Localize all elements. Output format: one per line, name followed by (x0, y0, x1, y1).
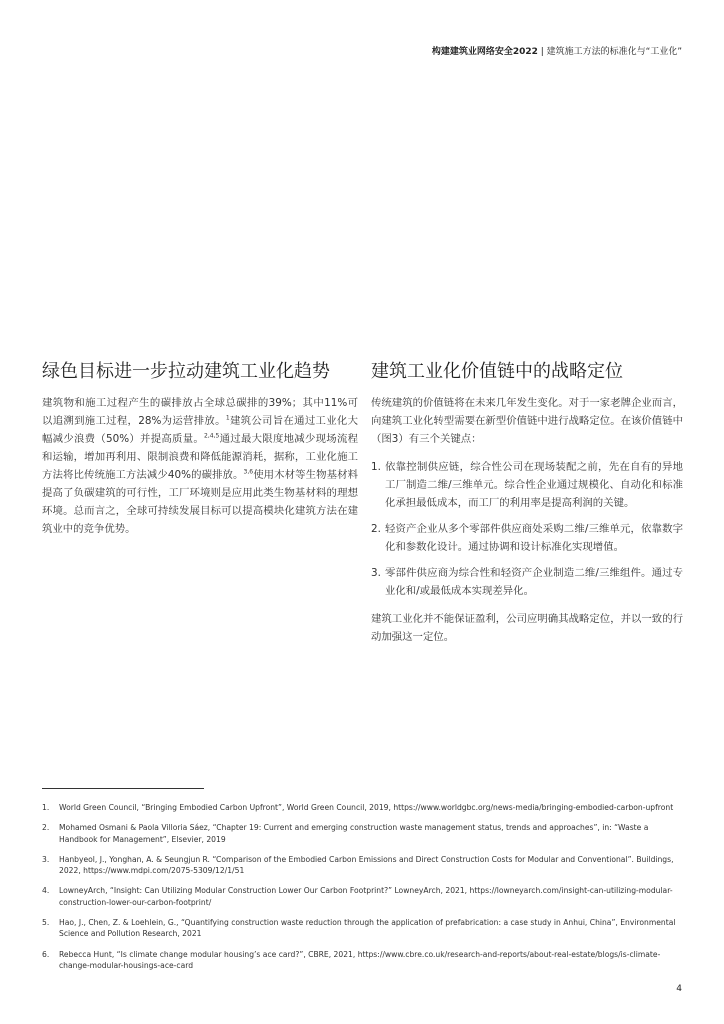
left-body-paragraph (42, 394, 358, 538)
footnote-divider (42, 788, 204, 789)
footnote-number: 3. (42, 854, 50, 864)
header-section-title: 建筑施工方法的标准化与“工业化” (546, 47, 682, 57)
footnote-text: Hao, J., Chen, Z. & Loehlein, G., “Quantifying construction waste reduction through the application of prefabrication: a case study in Anhui, China”, Environmental Science and Pollution Research, 2021 (59, 918, 676, 939)
body-text-b: 建筑公司旨在通过工业化大幅减少浪费（50%）并提高质量。 (42, 415, 358, 445)
left-column (42, 360, 358, 538)
footnote-ref: 2,4,5 (204, 432, 220, 440)
footnote-item (42, 917, 682, 940)
footnote-number: 6. (42, 949, 50, 959)
list-item-text: 零部件供应商为综合性和轻资产企业制造二维/三维组件。通过专业化和/或最低成本实现差异化。 (385, 567, 683, 597)
list-item-text: 依靠控制供应链，综合性公司在现场装配之前，先在自有的异地工厂制造二维/三维单元。综合性企业通过规模化、自动化和标准化承担最低成本，而工厂的利用率是提高利润的关键。 (385, 461, 683, 509)
body-text-a: 建筑物和施工过程产生的碳排放占全球总碳排的39%；其中11%可以追溯到施工过程，28%为运营排放。 (42, 397, 358, 427)
key-points-list (371, 458, 683, 600)
running-header (300, 44, 682, 57)
footnote-item (42, 854, 682, 877)
body-text-d: 使用木材等生物基材料提高了负碳建筑的可行性，工厂环境则是应用此类生物基材料的理想环境。总而言之，全球可持续发展目标可以提高模块化建筑方法在建筑业中的竞争优势。 (42, 469, 359, 535)
page-number: 4 (676, 984, 682, 994)
footnote-ref: 3,6 (243, 468, 254, 476)
footnote-text: LowneyArch, “Insight: Can Utilizing Modular Construction Lower Our Carbon Footprint?” LowneyArch, 2021, https://lowneyarch.com/insight-can-utilizing-modular-construction-lower-our-carbon-footprint/ (59, 886, 673, 907)
footnote-item (42, 802, 682, 813)
footnote-number: 4. (42, 886, 50, 896)
header-report-title: 构建建筑业网络安全2022 (431, 47, 538, 57)
footnote-text: Mohamed Osmani & Paola Villoria Sáez, “Chapter 19: Current and emerging construction waste management status, trends and approaches”, in: “Waste a Handbook for Management”, Elsevier, 2019 (59, 823, 649, 844)
list-item-number: 1. (371, 461, 381, 473)
footnote-text: Rebecca Hunt, “Is climate change modular housing’s ace card?”, CBRE, 2021, https://www.cbre.co.uk/research-and-reports/about-real-estate/blogs/is-climate-change-modular-housings-ace-card (59, 949, 661, 970)
header-separator: | (537, 47, 547, 57)
right-column (371, 360, 683, 646)
footnote-number: 2. (42, 823, 50, 833)
footnote-number: 1. (42, 803, 50, 812)
body-text-c: 通过最大限度地减少现场流程和运输，增加再利用、限制浪费和降低能源消耗，据称，工业化施工方法将比传统施工方法减少40%的碳排放。 (42, 433, 359, 481)
right-intro-paragraph: 传统建筑的价值链将在未来几年发生变化。对于一家老牌企业而言，向建筑工业化转型需要在新型价值链中进行战略定位。在该价值链中（图3）有三个关键点： (371, 397, 683, 445)
list-item-text: 轻资产企业从多个零部件供应商处采购二维/三维单元，依靠数字化和参数化设计。通过协调和设计标准化实现增值。 (385, 523, 683, 553)
list-item (371, 458, 683, 512)
right-section-heading: 建筑工业化价值链中的战略定位 (371, 361, 623, 382)
list-item (371, 520, 683, 556)
footnotes (42, 802, 682, 980)
list-item-number: 2. (371, 523, 381, 535)
footnote-ref: 1 (225, 414, 230, 422)
footnote-text: World Green Council, “Bringing Embodied Carbon Upfront”, World Green Council, 2019, https://www.worldgbc.org/news-media/bringing-embodied-carbon-upfront (59, 803, 674, 812)
left-section-heading: 绿色目标进一步拉动建筑工业化趋势 (42, 361, 330, 382)
footnote-text: Hanbyeol, J., Yonghan, A. & Seungjun R. “Comparison of the Embodied Carbon Emissions and Direct Construction Costs for Modular and Conventional”. Buildings, 2022, https://www.mdpi.com/2075-5309/12/1/51 (59, 854, 674, 876)
footnote-number: 5. (42, 918, 50, 928)
list-item-number: 3. (371, 567, 381, 579)
footnote-item (42, 949, 682, 972)
footnote-item (42, 822, 682, 845)
list-item (371, 564, 683, 600)
right-closing-paragraph: 建筑工业化并不能保证盈利，公司应明确其战略定位，并以一致的行动加强这一定位。 (371, 613, 683, 643)
footnote-item (42, 885, 682, 908)
